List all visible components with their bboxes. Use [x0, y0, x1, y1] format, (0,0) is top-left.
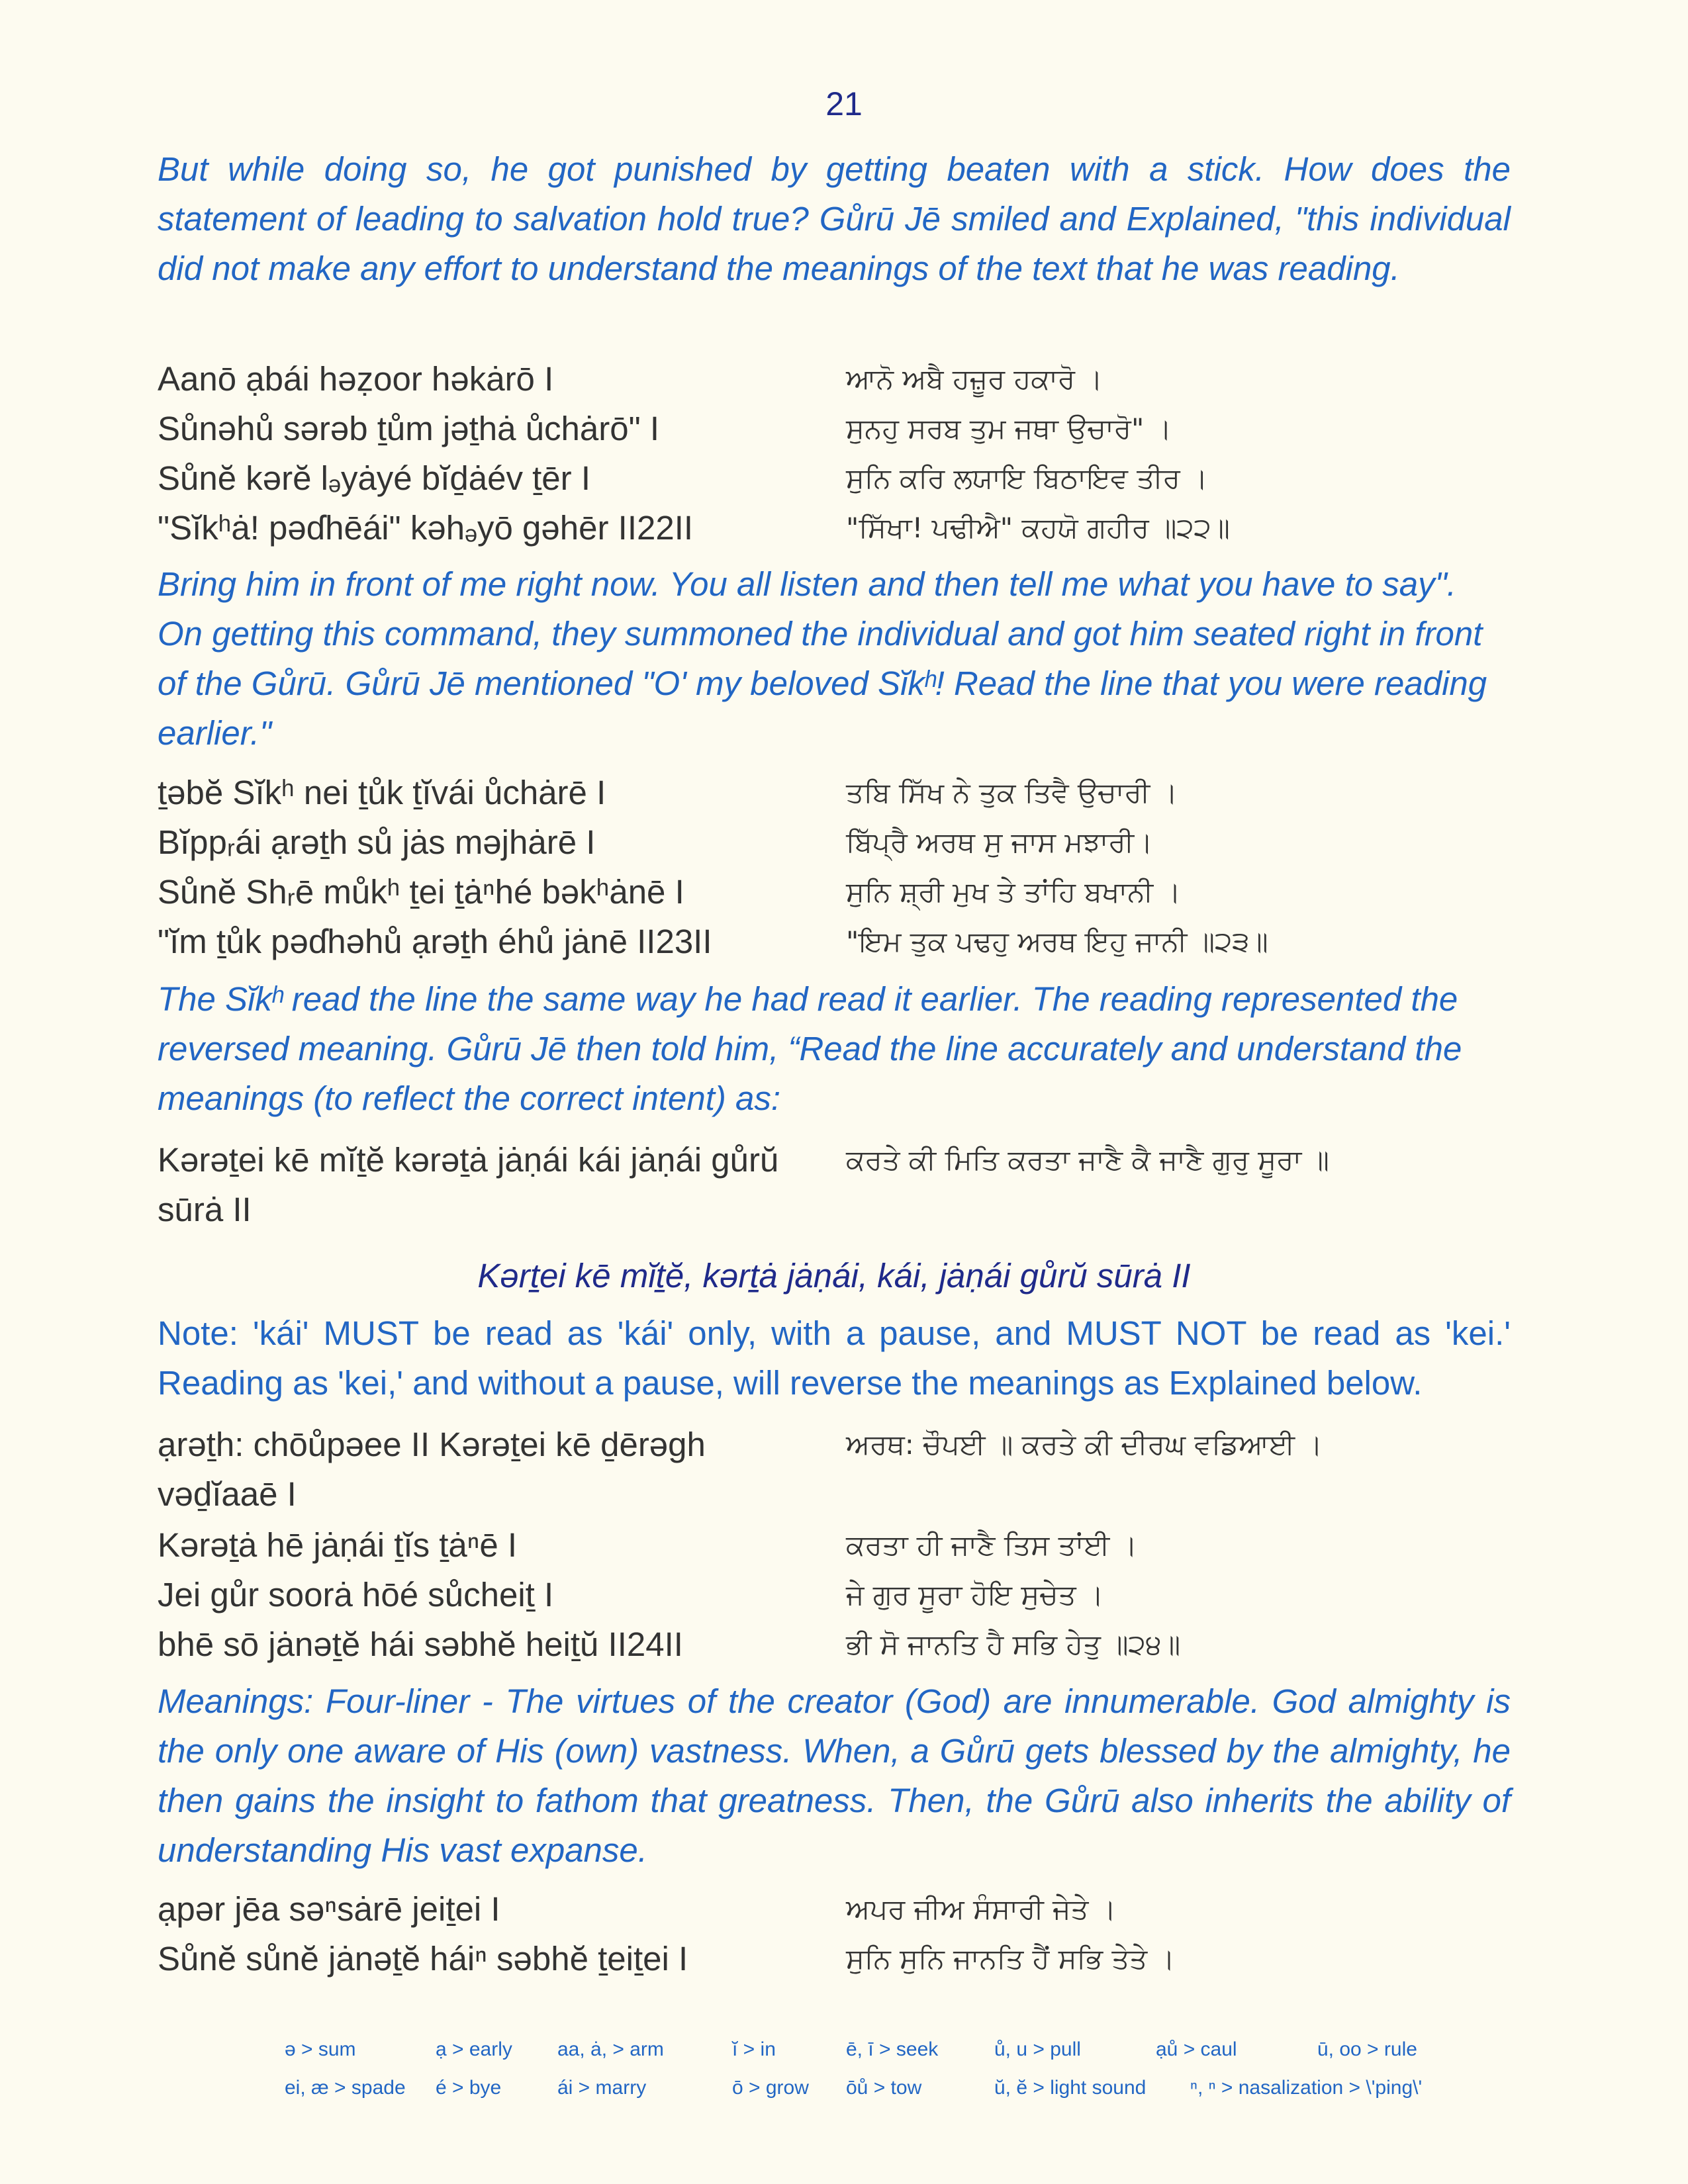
legend-item: ē, ī > seek: [846, 2038, 939, 2060]
transliteration: Sůnĕ sůnĕ jȧnəṯĕ háiⁿ səbhĕ ṯeiṯei I: [158, 1940, 688, 1978]
transliteration: Sůnĕ Shᵣē můkʰ ṯei ṯȧⁿhé bəkʰȧnē I: [158, 873, 684, 911]
transliteration: Kərəṯȧ hē jȧṇái ṯĭs ṯȧⁿē I: [158, 1526, 518, 1564]
gurmukhi-text: ਸੁਨਿ ਕਰਿ ਲਯਾਇ ਬਿਠਾਇਵ ਤੀਰ ।: [846, 462, 1208, 494]
gurmukhi-text: "ਇਮ ਤੁਕ ਪਢਹੁ ਅਰਥ ਇਹੁ ਜਾਨੀ ॥੨੩॥: [846, 925, 1268, 958]
verse-line: [158, 1135, 1511, 1234]
verse-line: [158, 1619, 1511, 1669]
verse-line: [158, 354, 1511, 404]
gurmukhi-text: ਕਰਤੇ ਕੀ ਮਿਤਿ ਕਰਤਾ ਜਾਣੈ ਕੈ ਜਾਣੈ ਗੁਰੁ ਸੂਰਾ ॥: [846, 1144, 1329, 1176]
gurmukhi-text: ਤਬਿ ਸਿੱਖ ਨੇ ਤੁਕ ਤਿਵੈ ਉਚਾਰੀ ।: [846, 776, 1178, 809]
verse-line: [158, 817, 1511, 867]
gurmukhi-text: ਸੁਨਹੁ ਸਰਬ ਤੁਮ ਜਥਾ ਉਚਾਰੋ" ।: [846, 412, 1172, 445]
transliteration: ạpər jēa səⁿsȧrē jeiṯei I: [158, 1890, 500, 1928]
verse-line: [158, 503, 1511, 553]
legend-item: ů, u > pull: [994, 2038, 1081, 2060]
transliteration: bhē sō jȧnəṯĕ hái səbhĕ heiṯŭ II24II: [158, 1625, 683, 1663]
legend-item: ei, æ > spade: [285, 2077, 406, 2099]
gurmukhi-text: ਸੁਨਿ ਸ਼੍ਰੀ ਮੁਖ ਤੇ ਤਾਂਹਿ ਬਖਾਨੀ ।: [846, 876, 1181, 908]
gurmukhi-text: ਬਿੱਪ੍ਰੈ ਅਰਥ ਸੁ ਜਾਸ ਮਝਾਰੀ।: [846, 826, 1153, 858]
gurmukhi-text: ਸੁਨਿ ਸੁਨਿ ਜਾਨਤਿ ਹੈਂ ਸਭਿ ਤੇਤੇ ।: [846, 1942, 1175, 1975]
gurmukhi-text: ਆਨੋ ਅਬੈ ਹਜ਼ੂਰ ਹਕਾਰੋ ।: [846, 363, 1103, 395]
legend-row: [285, 2038, 1476, 2077]
gurmukhi-text: ਭੀ ਸੋ ਜਾਨਤਿ ਹੈ ਸਭਿ ਹੇਤੁ ॥੨੪॥: [846, 1628, 1181, 1661]
transliteration: Sůnəhů sərəb ṯům jəṯhȧ ůchȧrō" I: [158, 410, 660, 447]
gurmukhi-text: ਜੇ ਗੁਰ ਸੂਰਾ ਹੋਇ ਸੁਚੇਤ ।: [846, 1578, 1104, 1611]
transliteration: Bĭppᵣái ạrəṯh sů jȧs məjhȧrē I: [158, 823, 596, 861]
verse-line: [158, 867, 1511, 917]
legend-item: ĭ > in: [732, 2038, 776, 2060]
legend-item: ō > grow: [732, 2077, 809, 2099]
commentary-paragraph-1: But while doing so, he got punished by getting beaten with a stick. How does the statement of leading to salvation hold true? Gůrū Jē smiled and Explained, "this individual did not make any effort to understand the meanings of the text that he was reading.: [158, 150, 1511, 287]
transliteration: "ĭm ṯůk pəɗhəhů ạrəṯh éhů jȧnē II23II: [158, 923, 712, 960]
legend-row: [285, 2077, 1476, 2115]
legend-item: ū, oo > rule: [1317, 2038, 1417, 2060]
legend-item: ŭ, ĕ > light sound: [994, 2077, 1147, 2099]
verse-line: [158, 1884, 1511, 1934]
gurmukhi-text: ਅਪਰ ਜੀਅ ਸੰਸਾਰੀ ਜੇਤੇ ।: [846, 1893, 1117, 1925]
legend-item: ạů > caul: [1156, 2038, 1237, 2060]
legend-item: ōů > tow: [846, 2077, 922, 2099]
verse-line: [158, 768, 1511, 817]
legend-item: ạ > early: [436, 2038, 512, 2060]
verse-line: [158, 1520, 1511, 1570]
transliteration: Sůnĕ kərĕ lₔyȧyé bĭḏȧév ṯēr I: [158, 459, 590, 497]
verse-line: [158, 1934, 1511, 1983]
gurmukhi-text: ਅਰਥ: ਚੌਪਈ ॥ ਕਰਤੇ ਕੀ ਦੀਰਘ ਵਡਿਆਈ ।: [846, 1428, 1323, 1461]
transliteration: Aanō ạbái həẓoor həkȧrō I: [158, 360, 554, 398]
commentary-paragraph-3: The Sĭkʰ read the line the same way he had read it earlier. The reading represented the reversed meaning. Gůrū Jē then told him, “Read the line accurately and understand the meanings (to reflect the correct intent) as:: [158, 980, 1462, 1117]
commentary-paragraph-4: Meanings: Four-liner - The virtues of the creator (God) are innumerable. God almighty is the only one aware of His (own) vastness. When, a Gůrū gets blessed by the almighty, he then gains the insight to fathom that greatness. Then, the Gůrū also inherits the ability of understanding His vast expanse.: [158, 1682, 1511, 1869]
verse-line: [158, 404, 1511, 453]
legend-item: é > bye: [436, 2077, 502, 2099]
gurmukhi-text: ਕਰਤਾ ਹੀ ਜਾਣੈ ਤਿਸ ਤਾਂਈ ।: [846, 1529, 1137, 1561]
gurmukhi-text: "ਸਿੱਖਾ! ਪਢੀਐ" ਕਹਯੋ ਗਹੀਰ ॥੨੨॥: [846, 512, 1230, 544]
verse-line: [158, 1420, 1511, 1519]
verse-line: [158, 917, 1511, 966]
page-number: 21: [825, 85, 863, 122]
legend-item: ə > sum: [285, 2038, 356, 2060]
transliteration: ạrəṯh: chōůpəee II Kərəṯei kē ḏērəgh vəḏĭaaē I: [158, 1426, 706, 1513]
emphasized-verse: Kərṯei kē mĭṯĕ, kərṯȧ jȧṇái, kái, jȧṇái gůrŭ sūrȧ II: [477, 1257, 1191, 1295]
pronunciation-legend: [285, 2038, 1476, 2115]
legend-item: aa, ȧ, > arm: [557, 2038, 664, 2060]
transliteration: "Sĭkʰȧ! pəɗhēái" kəhₔyō gəhēr II22II: [158, 509, 694, 547]
transliteration: Jei gůr soorȧ hōé sůcheiṯ I: [158, 1576, 554, 1614]
legend-item: ⁿ, ⁿ > nasalization > \'ping\': [1190, 2077, 1423, 2099]
legend-item: ái > marry: [557, 2077, 647, 2099]
verse-line: [158, 453, 1511, 503]
verse-line: [158, 1570, 1511, 1619]
transliteration: Kərəṯei kē mĭṯĕ kərəṯȧ jȧṇái kái jȧṇái gůrŭ sūrȧ II: [158, 1141, 779, 1228]
transliteration: ṯəbĕ Sĭkʰ nei ṯůk ṯĭvái ůchȧrē I: [158, 774, 606, 811]
commentary-paragraph-2: Bring him in front of me right now. You all listen and then tell me what you have to say". On getting this command, they summoned the individual and got him seated right in front of the Gůrū. Gůrū Jē mentioned "O' my beloved Sĭkʰ! Read the line that you were reading earlier.": [158, 565, 1487, 752]
note-paragraph: Note: 'kái' MUST be read as 'kái' only, with a pause, and MUST NOT be read as 'kei.' Reading as 'kei,' and without a pause, will reverse the meanings as Explained below.: [158, 1314, 1511, 1402]
